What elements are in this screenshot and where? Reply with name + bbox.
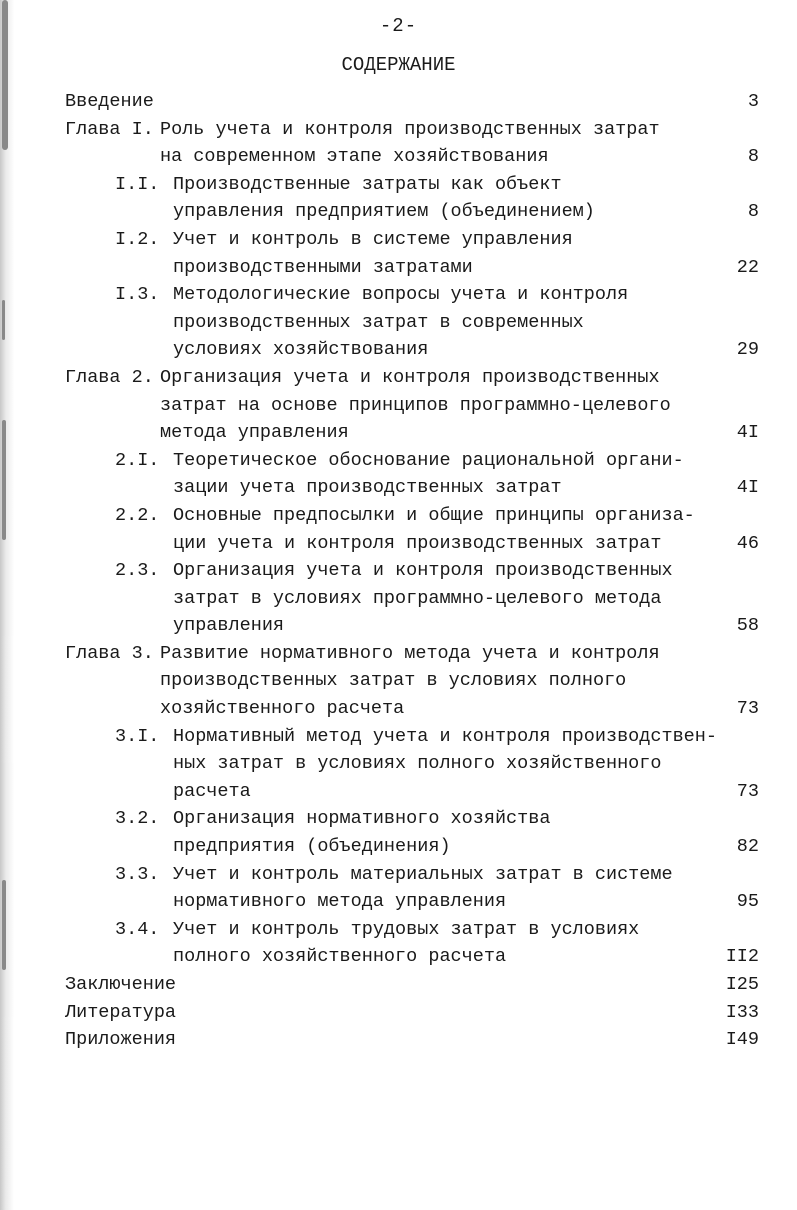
toc-entry-text: Развитие нормативного метода учета и контроля — [160, 642, 660, 664]
toc-entry-label: 3.3. — [115, 863, 160, 885]
toc-entry-text: расчета — [173, 780, 251, 802]
toc-entry-text: Теоретическое обоснование рациональной органи- — [173, 449, 684, 471]
toc-entry-text: ных затрат в условиях полного хозяйственного — [173, 753, 662, 775]
toc-entry-text: Организация учета и контроля производственных — [160, 366, 660, 388]
toc-entry — [0, 171, 797, 226]
toc-entry-text: условиях хозяйствования — [173, 339, 429, 361]
toc-entry-label: Глава I. — [65, 118, 154, 140]
toc-entry-text: Заключение — [65, 974, 177, 995]
toc-entry-text: Производственные затраты как объект — [173, 173, 562, 195]
toc-entry-text: управления — [173, 615, 285, 637]
toc-entry-text: Приложения — [65, 1029, 177, 1051]
toc-entry — [0, 723, 797, 806]
toc-entry-page: 95 — [736, 891, 759, 913]
toc-entry-text: Учет и контроль трудовых затрат в условиях — [173, 918, 640, 940]
toc-entry-label: 2.I. — [115, 449, 160, 471]
toc-entry-page: 4I — [736, 477, 759, 499]
toc-entry — [0, 557, 797, 640]
toc-entry-page: 8 — [747, 201, 759, 223]
toc-entry-text: предприятия (объединения) — [173, 836, 451, 858]
toc-entry-text: Литература — [65, 1001, 177, 1023]
toc-entry-label: Глава 2. — [65, 366, 154, 388]
toc-entry-text: затрат в условиях программно-целевого метода — [173, 587, 662, 609]
toc-entry-text: зации учета производственных затрат — [173, 477, 562, 499]
table-of-contents — [0, 88, 797, 1054]
toc-entry-text: управления предприятием (объединением) — [173, 201, 595, 223]
toc-entry-label: I.3. — [115, 284, 160, 306]
toc-entry-text: метода управления — [160, 422, 349, 444]
toc-entry-label: 2.3. — [115, 560, 160, 582]
page-number: -2- — [379, 15, 418, 37]
toc-entry-label: 3.4. — [115, 918, 160, 940]
toc-entry-text: Методологические вопросы учета и контроля — [173, 284, 629, 306]
toc-entry — [0, 971, 797, 999]
toc-entry-text: Нормативный метод учета и контроля производствен- — [173, 725, 717, 747]
toc-entry-text: нормативного метода управления — [173, 891, 507, 913]
toc-entry-page: 4I — [736, 422, 759, 444]
toc-entry-text: Организация учета и контроля производственных — [173, 560, 673, 582]
toc-entry-page: 73 — [736, 780, 759, 802]
toc-entry-page: I49 — [725, 1029, 759, 1051]
toc-entry — [0, 999, 797, 1027]
toc-entry-text: Введение — [65, 91, 154, 112]
toc-entry-label: Глава 3. — [65, 642, 154, 664]
toc-entry — [0, 226, 797, 281]
toc-entry — [0, 1026, 797, 1054]
toc-entry-label: 3.I. — [115, 725, 160, 747]
toc-entry-page: 3 — [747, 91, 759, 112]
toc-entry-text: ции учета и контроля производственных затрат — [173, 532, 662, 554]
toc-entry-label: I.I. — [115, 173, 160, 195]
toc-entry-label: I.2. — [115, 228, 160, 250]
toc-entry-text: Роль учета и контроля производственных затрат — [160, 118, 660, 140]
toc-entry-text: хозяйственного расчета — [160, 698, 405, 720]
toc-entry-page: I25 — [725, 974, 759, 995]
toc-entry — [0, 916, 797, 971]
toc-entry-page: 29 — [736, 339, 759, 361]
toc-entry-page: 22 — [736, 256, 759, 278]
toc-entry-page: 82 — [736, 836, 759, 858]
toc-entry-text: производственными затратами — [173, 256, 473, 278]
toc-entry-page: 58 — [736, 615, 759, 637]
toc-entry-label: 3.2. — [115, 808, 160, 830]
toc-entry-text: на современном этапе хозяйствования — [160, 146, 549, 168]
toc-entry-text: производственных затрат в современных — [173, 311, 584, 333]
toc-entry-page: II2 — [725, 946, 759, 968]
toc-entry-label: 2.2. — [115, 504, 160, 526]
toc-entry-text: Организация нормативного хозяйства — [173, 808, 551, 830]
toc-entry — [0, 861, 797, 916]
toc-entry — [0, 281, 797, 364]
toc-entry-page: 73 — [736, 698, 759, 720]
toc-entry-text: Учет и контроль материальных затрат в системе — [173, 863, 673, 885]
toc-entry-text: производственных затрат в условиях полного — [160, 670, 627, 692]
toc-entry-page: 8 — [747, 146, 759, 168]
toc-entry — [0, 502, 797, 557]
toc-entry — [0, 447, 797, 502]
toc-entry-text: Учет и контроль в системе управления — [173, 228, 573, 250]
toc-entry — [0, 364, 797, 447]
toc-entry-page: 46 — [736, 532, 759, 554]
toc-entry-page: I33 — [725, 1001, 759, 1023]
toc-entry-text: Основные предпосылки и общие принципы организа- — [173, 504, 695, 526]
page-title: СОДЕРЖАНИЕ — [341, 54, 456, 76]
toc-entry — [0, 88, 797, 116]
toc-entry-text: полного хозяйственного расчета — [173, 946, 507, 968]
toc-entry — [0, 805, 797, 860]
toc-entry — [0, 116, 797, 171]
toc-entry-text: затрат на основе принципов программно-целевого — [160, 394, 671, 416]
toc-entry — [0, 640, 797, 723]
